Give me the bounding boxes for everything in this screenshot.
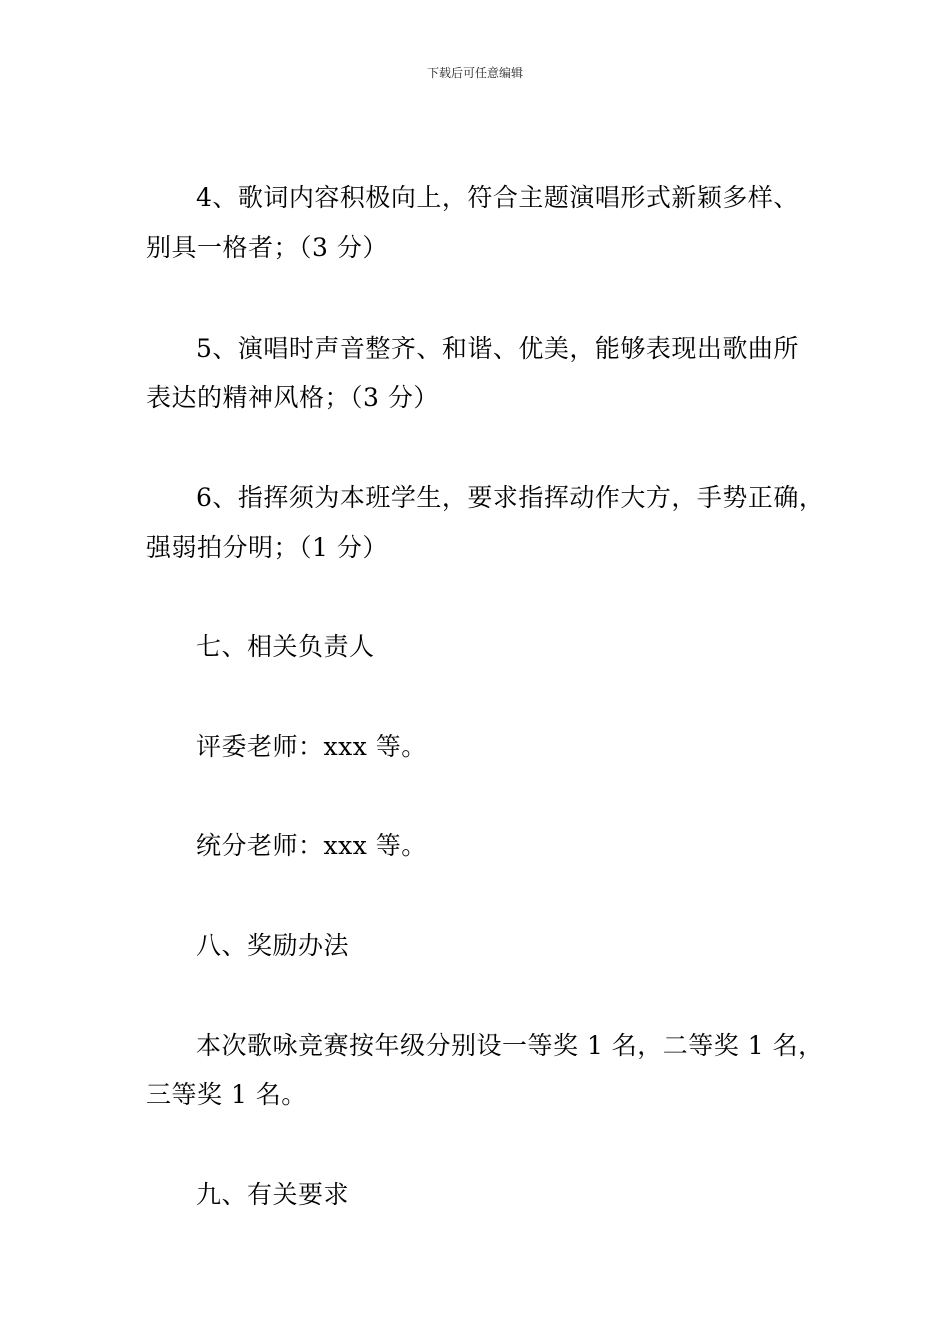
section-8-heading: 八、奖励办法: [196, 931, 350, 960]
section-9-heading: 九、有关要求: [196, 1180, 350, 1209]
criterion-5-line-1: 5、演唱时声音整齐、和谐、优美，能够表现出歌曲所: [196, 334, 799, 363]
section-7-heading: 七、相关负责人: [196, 632, 375, 661]
criterion-6-line-1: 6、指挥须为本班学生，要求指挥动作大方，手势正确，: [196, 483, 825, 512]
award-line-2: 三等奖 1 名。: [146, 1080, 307, 1109]
judges-line: 评委老师：xxx 等。: [196, 732, 427, 761]
award-line-1: 本次歌咏竞赛按年级分别设一等奖 1 名，二等奖 1 名，: [196, 1031, 824, 1060]
page-header: 下载后可任意编辑: [426, 66, 523, 80]
criterion-5-line-2: 表达的精神风格；（3 分）: [146, 383, 439, 412]
criterion-4-line-2: 别具一格者；（3 分）: [146, 233, 388, 262]
criterion-6-line-2: 强弱拍分明；（1 分）: [146, 533, 388, 562]
scorers-line: 统分老师：xxx 等。: [196, 831, 427, 860]
criterion-4-line-1: 4、歌词内容积极向上，符合主题演唱形式新颖多样、: [196, 183, 799, 212]
